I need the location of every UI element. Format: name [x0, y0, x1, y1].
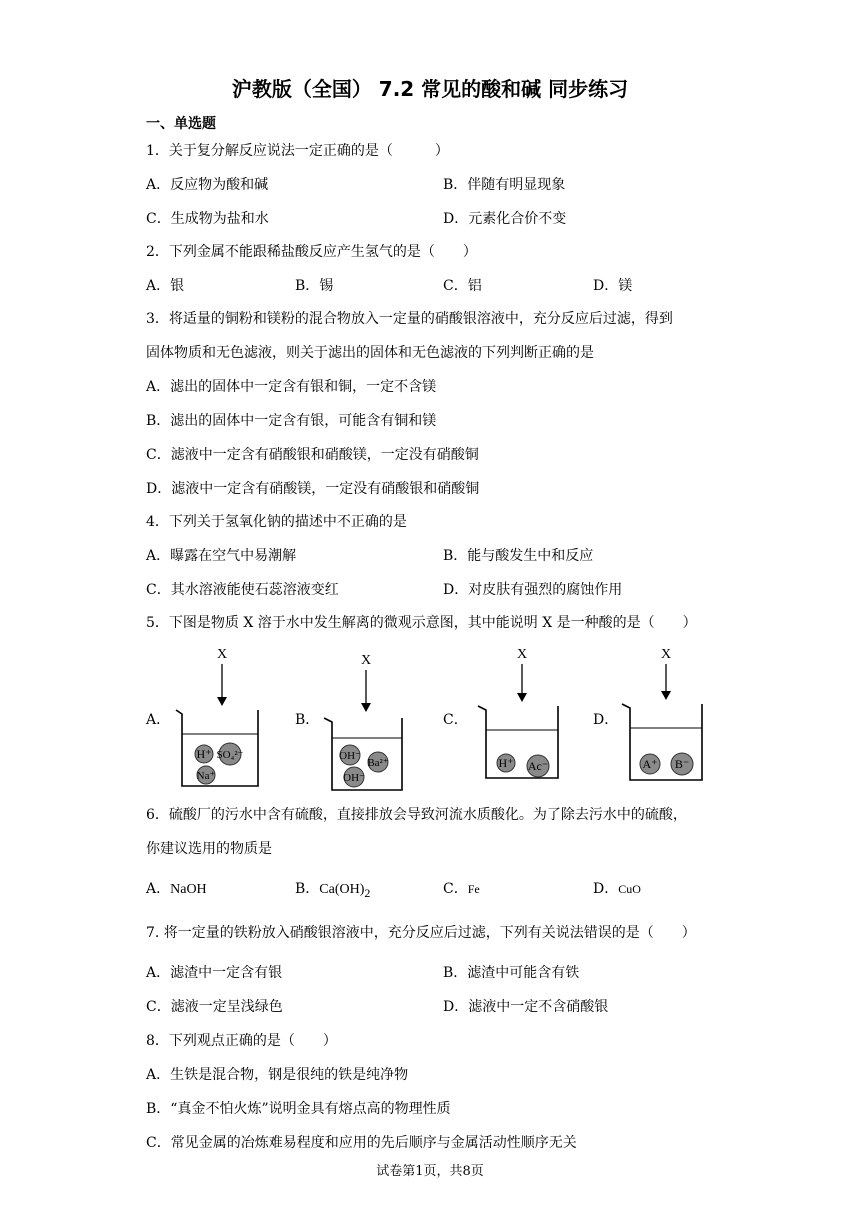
svg-text:Ac⁻: Ac⁻ — [527, 759, 549, 773]
ion-oh-minus — [339, 745, 361, 765]
svg-text:SO₄²⁻: SO₄²⁻ — [216, 749, 244, 761]
ion-sulfate — [216, 743, 243, 765]
q6-formula-b: Ca(OH) — [319, 882, 365, 897]
q7-option-c: C．滤液一定呈浅绿色 — [146, 999, 283, 1015]
beaker-a-diagram — [172, 642, 264, 790]
q5-option-d: D． — [593, 712, 619, 728]
beaker-c-x-label: X — [516, 647, 528, 662]
ion-b-minus — [671, 753, 693, 775]
q6-option-c: C．Fe — [443, 881, 480, 897]
q7-option-b: B．滤渣中可能含有铁 — [443, 965, 580, 981]
svg-text:A⁺: A⁺ — [642, 757, 658, 771]
svg-text:Ba²⁺: Ba²⁺ — [367, 757, 389, 769]
ion-na-plus — [197, 766, 216, 784]
q8-option-a: A．生铁是混合物，钢是很纯的铁是纯净物 — [146, 1067, 409, 1083]
q1-option-d: D．元素化合价不变 — [443, 211, 567, 227]
ion-ac-minus — [527, 755, 549, 777]
question-3-stem-cont: 固体物质和无色滤液，则关于滤出的固体和无色滤液的下列判断正确的是 — [146, 345, 594, 361]
q7-option-a: A．滤渣中一定含有银 — [146, 965, 283, 981]
question-8-stem: 8．下列观点正确的是（ ） — [146, 1033, 337, 1049]
q1-option-c: C．生成物为盐和水 — [146, 211, 269, 227]
ion-h-plus — [497, 754, 515, 772]
q6-formula-d: CuO — [618, 882, 641, 896]
question-2-stem: 2．下列金属不能跟稀盐酸反应产生氢气的是（ ） — [146, 244, 477, 260]
q7-option-d: D．滤液中一定不含硝酸银 — [443, 999, 609, 1015]
beaker-b-x-label: X — [360, 653, 372, 668]
question-5-stem: 5．下图是物质 X 溶于水中发生解离的微观示意图，其中能说明 X 是一种酸的是（ ） — [146, 615, 697, 631]
beaker-b-diagram — [318, 648, 410, 796]
q1-option-a: A．反应物为酸和碱 — [146, 177, 269, 193]
svg-text:OH⁻: OH⁻ — [343, 772, 365, 784]
q5-option-a: A． — [146, 712, 171, 728]
q5-option-c: C． — [443, 712, 468, 728]
question-6-stem-cont: 你建议选用的物质是 — [146, 841, 272, 857]
q2-option-d: D．镁 — [593, 278, 633, 294]
q1-option-b: B．伴随有明显现象 — [443, 177, 566, 193]
page-title: 沪教版（全国） 7.2 常见的酸和碱 同步练习 — [231, 77, 629, 101]
q4-option-d: D．对皮肤有强烈的腐蚀作用 — [443, 582, 623, 598]
page-footer: 试卷第1页，共8页 — [376, 1164, 484, 1179]
q6-option-b: B．$Ca(OH)_2$ — [295, 881, 371, 900]
q4-option-a: A．曝露在空气中易潮解 — [146, 548, 297, 564]
beaker-d-diagram — [620, 642, 712, 790]
ion-h-plus — [195, 745, 213, 763]
q2-option-c: C．铝 — [443, 278, 482, 294]
beaker-c-diagram — [476, 642, 568, 790]
question-3-stem: 3．将适量的铜粉和镁粉的混合物放入一定量的硝酸银溶液中，充分反应后过滤，得到 — [146, 311, 673, 327]
q8-option-c: C．常见金属的冶炼难易程度和应用的先后顺序与金属活动性顺序无关 — [146, 1135, 577, 1151]
q6-option-a: A．NaOH — [146, 881, 207, 897]
q2-option-a: A．银 — [146, 278, 185, 294]
q4-option-b: B．能与酸发生中和反应 — [443, 548, 594, 564]
question-7-stem: 7. 将一定量的铁粉放入硝酸银溶液中，充分反应后过滤，下列有关说法错误的是（ ） — [146, 925, 696, 941]
q5-option-b: B． — [295, 712, 320, 728]
q3-option-b: B．滤出的固体中一定含有银，可能含有铜和镁 — [146, 413, 437, 429]
q6-formula-b-subscript: 2 — [364, 885, 371, 900]
question-4-stem: 4．下列关于氢氧化钠的描述中不正确的是 — [146, 514, 407, 530]
q8-option-b: B．“真金不怕火炼”说明金具有熔点高的物理性质 — [146, 1101, 451, 1117]
section-heading: 一、单选题 — [146, 116, 216, 132]
ion-ba — [367, 752, 389, 772]
q6-formula-a: NaOH — [170, 882, 207, 897]
ion-a-plus — [640, 754, 660, 774]
svg-text:H⁺: H⁺ — [196, 747, 212, 761]
svg-text:OH⁻: OH⁻ — [339, 750, 361, 762]
q3-option-d: D．滤液中一定含有硝酸镁，一定没有硝酸银和硝酸铜 — [146, 481, 480, 497]
q3-option-c: C．滤液中一定含有硝酸银和硝酸镁，一定没有硝酸铜 — [146, 447, 479, 463]
ion-oh-minus — [343, 767, 365, 787]
q2-option-b: B．锡 — [295, 278, 334, 294]
question-1-stem: 1．关于复分解反应说法一定正确的是（ ） — [146, 143, 449, 159]
svg-text:H⁺: H⁺ — [498, 756, 514, 770]
question-6-stem: 6．硫酸厂的污水中含有硫酸，直接排放会导致河流水质酸化。为了除去污水中的硫酸， — [146, 807, 687, 823]
q6-option-d: D．CuO — [593, 881, 641, 897]
svg-text:B⁻: B⁻ — [674, 757, 690, 771]
q3-option-a: A．滤出的固体中一定含有银和铜，一定不含镁 — [146, 379, 437, 395]
beaker-a-x-label: X — [216, 647, 228, 662]
beaker-d-x-label: X — [660, 647, 672, 662]
q6-formula-c: Fe — [467, 882, 480, 896]
q4-option-c: C．其水溶液能使石蕊溶液变红 — [146, 582, 339, 598]
svg-text:Na⁺: Na⁺ — [196, 770, 216, 782]
